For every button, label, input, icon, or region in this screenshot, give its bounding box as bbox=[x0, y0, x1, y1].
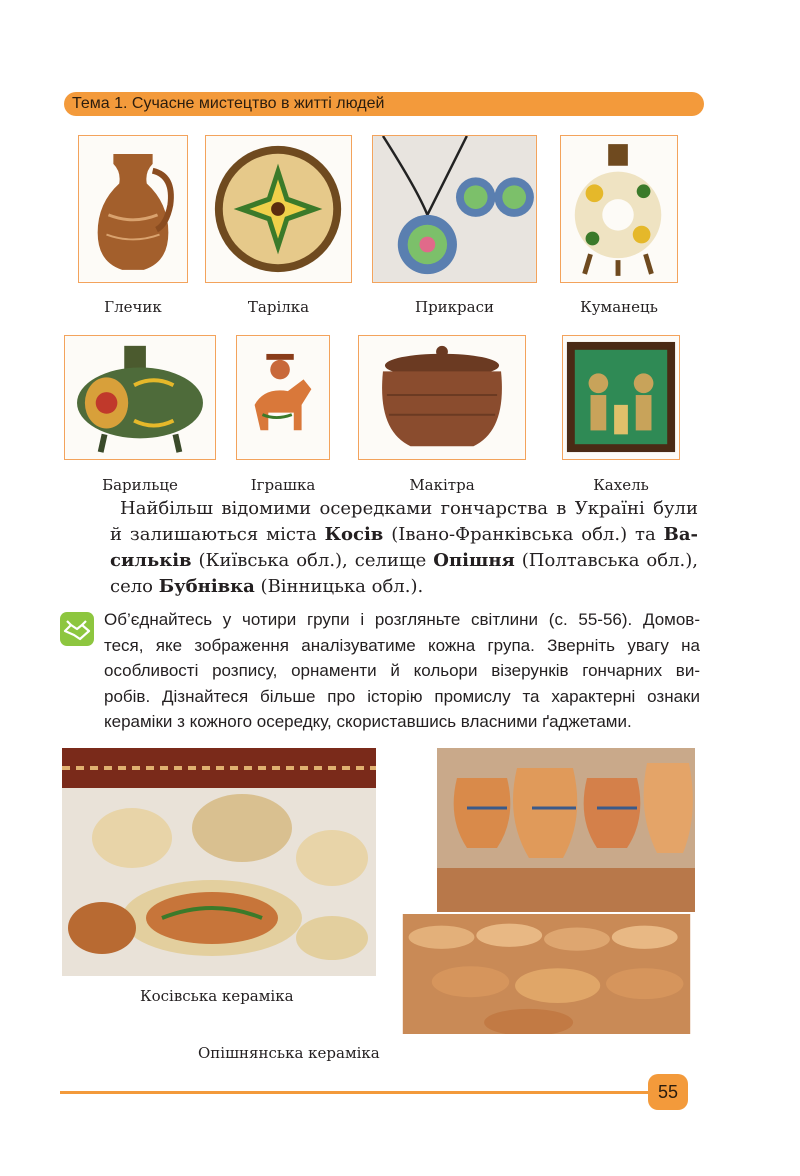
paragraph-line-2: й залишаються міста Косів (Івано-Франківська обл.) та Ва- bbox=[110, 524, 698, 545]
footer-line bbox=[60, 1091, 648, 1094]
caption-barrel: Барильце bbox=[102, 476, 178, 494]
caption-kumanets: Куманець bbox=[580, 298, 658, 316]
kosiv-term: Косів bbox=[324, 524, 384, 545]
caption-plate: Тарілка bbox=[247, 298, 310, 316]
paragraph-line-3: сильків (Київська обл.), селище Опішня (Полтавська обл.), bbox=[110, 550, 698, 571]
jewelry-image bbox=[372, 135, 537, 283]
kosiv-ceramics-photo bbox=[62, 748, 376, 976]
caption-jewelry: Прикраси bbox=[415, 298, 494, 316]
bubnivka-term: Бубнівка bbox=[158, 576, 255, 597]
task-line-3: особливості розпису, орнаменти й кольори візерунків гончарних ви- bbox=[104, 661, 700, 680]
group-task-text bbox=[104, 607, 700, 735]
opishnia-ceramics-photo-top bbox=[437, 748, 695, 914]
task-line-1: Об’єднайтесь у чотири групи і розгляньте світлини (с. 55-56). Домов- bbox=[104, 610, 700, 629]
makitra-image bbox=[358, 335, 526, 460]
opishnia-ceramics-caption: Опішнянська кераміка bbox=[198, 1044, 380, 1062]
tile-image bbox=[562, 335, 680, 460]
toy-image bbox=[236, 335, 330, 460]
page-title: Тема 1. Сучасне мистецтво в житті людей bbox=[72, 95, 385, 112]
group-work-icon bbox=[60, 612, 94, 646]
page-number: 55 bbox=[648, 1074, 688, 1110]
paragraph-line-4: село Бубнівка (Вінницька обл.). bbox=[110, 576, 424, 597]
opishnia-term: Опішня bbox=[433, 550, 515, 571]
task-line-2: теся, яке зображення аналізуватиме кожна група. Зверніть увагу на bbox=[104, 635, 700, 655]
kumanets-image bbox=[560, 135, 678, 283]
kosiv-ceramics-caption: Косівська кераміка bbox=[140, 987, 294, 1005]
task-line-5: кераміки з кожного осередку, скориставшись власними ґаджетами. bbox=[104, 712, 632, 731]
opishnia-ceramics-photo-bottom bbox=[398, 912, 695, 1036]
barrel-image bbox=[64, 335, 216, 460]
task-line-4: робів. Дізнайтеся більше про історію промислу та характерні ознаки bbox=[104, 686, 700, 706]
paragraph-line-1: Найбільш відомими осередками гончарства в Україні були bbox=[120, 498, 698, 519]
caption-tile: Кахель bbox=[593, 476, 649, 494]
plate-image bbox=[205, 135, 352, 283]
caption-jug: Глечик bbox=[104, 298, 162, 316]
caption-toy: Іграшка bbox=[250, 476, 316, 494]
caption-makitra: Макітра bbox=[409, 476, 475, 494]
pottery-centers-paragraph bbox=[110, 496, 698, 600]
vasylkiv-term: сильків bbox=[110, 550, 192, 571]
jug-image bbox=[78, 135, 188, 283]
